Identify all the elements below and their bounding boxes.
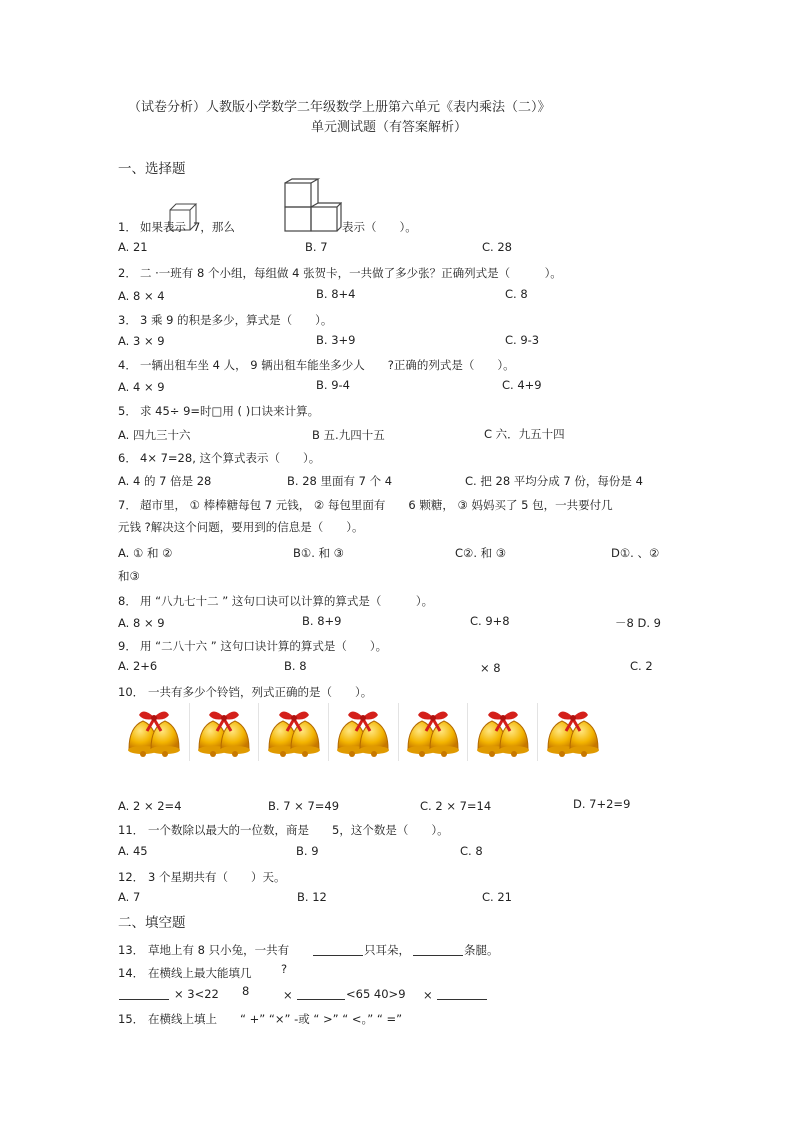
q4-option-c: C. 4+9 bbox=[502, 378, 542, 392]
q7-option-a: A. ① 和 ② bbox=[118, 546, 173, 560]
bells-picture-row bbox=[120, 703, 608, 761]
q12-option-b: B. 12 bbox=[297, 890, 327, 904]
stacked-cubes-icon bbox=[282, 178, 342, 234]
q2-option-a: A. 8 × 4 bbox=[118, 289, 165, 303]
q2-number: 2． bbox=[118, 266, 137, 280]
q4-text: 一辆出租车坐 4 人， 9 辆出租车能坐多少人 ?正确的列式是（ ）。 bbox=[140, 358, 515, 372]
q6-number: 6． bbox=[118, 451, 137, 465]
section-choice-heading: 一、选择题 bbox=[118, 161, 186, 177]
bell-pair-icon bbox=[538, 703, 608, 761]
q5-option-b: B 五.九四十五 bbox=[312, 428, 385, 442]
q8-option-a: A. 8 × 9 bbox=[118, 616, 165, 630]
q7-option-c: C②. 和 ③ bbox=[455, 546, 507, 560]
q9-times-8: × 8 bbox=[480, 661, 501, 675]
q3-option-a: A. 3 × 9 bbox=[118, 334, 165, 348]
q14-blank-2[interactable] bbox=[297, 987, 345, 1000]
q13-ears-blank[interactable] bbox=[313, 943, 363, 956]
q5-text: 求 45÷ 9=时□用 ( )口诀来计算。 bbox=[140, 404, 320, 418]
q3-option-b: B. 3+9 bbox=[316, 333, 356, 347]
q2-option-c: C. 8 bbox=[505, 287, 528, 301]
q10-number: 10． bbox=[118, 685, 145, 699]
q13-text-a: 草地上有 8 只小兔，一共有 bbox=[148, 943, 290, 957]
q1-option-c: C. 28 bbox=[482, 240, 512, 254]
q12-option-c: C. 21 bbox=[482, 890, 512, 904]
q2-option-b: B. 8+4 bbox=[316, 287, 356, 301]
q9-option-b: B. 8 bbox=[284, 659, 307, 673]
q1-option-a: A. 21 bbox=[118, 240, 148, 254]
q12-option-a: A. 7 bbox=[118, 890, 141, 904]
q14-number: 14． bbox=[118, 966, 145, 980]
q14-expr-3: × bbox=[283, 988, 293, 1002]
q13-text-c: 条腿。 bbox=[464, 943, 499, 957]
q13-number: 13． bbox=[118, 943, 145, 957]
q8-number: 8． bbox=[118, 594, 137, 608]
q11-option-b: B. 9 bbox=[296, 844, 319, 858]
q3-option-c: C. 9-3 bbox=[505, 333, 540, 347]
q13-legs-blank[interactable] bbox=[413, 943, 463, 956]
bell-pair-icon bbox=[329, 703, 399, 761]
title-line-2: 单元测试题（有答案解析） bbox=[311, 120, 468, 135]
section-fill-heading: 二、填空题 bbox=[118, 915, 186, 931]
q14-text: 在横线上最大能填几 bbox=[148, 966, 252, 980]
q8-option-c: C. 9+8 bbox=[470, 614, 510, 628]
q9-text: 用 “二八十六 ” 这句口诀计算的算式是（ ）。 bbox=[140, 639, 388, 653]
q15-text: 在横线上填上 “ +” “×” -或 “ >” “ <。” “ =” bbox=[148, 1012, 403, 1026]
q3-number: 3． bbox=[118, 313, 137, 327]
q8-text: 用 “八九七十二 ” 这句口诀可以计算的算式是（ ）。 bbox=[140, 594, 434, 608]
q11-number: 11． bbox=[118, 823, 145, 837]
q5-option-c: C 六．九五十四 bbox=[484, 427, 565, 441]
q12-text: 3 个星期共有（ ）天。 bbox=[148, 870, 286, 884]
q2-text: 二 ·一班有 8 个小组，每组做 4 张贺卡，一共做了多少张？正确列式是（ ）。 bbox=[140, 266, 562, 280]
bell-pair-icon bbox=[120, 703, 190, 761]
q11-option-c: C. 8 bbox=[460, 844, 483, 858]
q14-blank-3[interactable] bbox=[437, 987, 487, 1000]
q13-text-b: 只耳朵， bbox=[364, 943, 410, 957]
q9-option-c: C. 2 bbox=[630, 659, 653, 673]
q7-option-d-continued: 和③ bbox=[118, 569, 140, 583]
q8-option-b: B. 8+9 bbox=[302, 614, 342, 628]
q1-option-b: B. 7 bbox=[305, 240, 328, 254]
q6-option-a: A. 4 的 7 倍是 28 bbox=[118, 474, 212, 488]
q14-expr-1: × 3<22 bbox=[174, 987, 219, 1001]
bell-pair-icon bbox=[399, 703, 469, 761]
q14-question-mark: ? bbox=[281, 962, 288, 976]
q10-option-c: C. 2 × 7=14 bbox=[420, 799, 492, 813]
q9-option-a: A. 2+6 bbox=[118, 659, 158, 673]
q5-option-a: A. 四九三十六 bbox=[118, 428, 191, 442]
q10-option-b: B. 7 × 7=49 bbox=[268, 799, 340, 813]
bell-pair-icon bbox=[190, 703, 260, 761]
q5-number: 5． bbox=[118, 404, 137, 418]
q14-blank-1[interactable] bbox=[119, 987, 169, 1000]
q12-number: 12． bbox=[118, 870, 145, 884]
q10-option-d: D. 7+2=9 bbox=[573, 797, 631, 811]
q14-expr-4: <65 40>9 bbox=[346, 987, 406, 1001]
q11-text: 一个数除以最大的一位数，商是 5，这个数是（ ）。 bbox=[148, 823, 449, 837]
q6-option-b: B. 28 里面有 7 个 4 bbox=[287, 474, 393, 488]
q7-option-b: B①. 和 ③ bbox=[293, 546, 344, 560]
q1-text-b: 7，那么 bbox=[193, 220, 235, 234]
q15-number: 15． bbox=[118, 1012, 145, 1026]
q7-text-line1: 超市里， ① 棒棒糖每包 7 元钱， ② 每包里面有 6 颗糖， ③ 妈妈买了 5 包，一共要付几 bbox=[140, 498, 613, 512]
q11-option-a: A. 45 bbox=[118, 844, 148, 858]
q3-text: 3 乘 9 的积是多少，算式是（ ）。 bbox=[140, 313, 333, 327]
q10-text: 一共有多少个铃铛，列式正确的是（ ）。 bbox=[148, 685, 373, 699]
q10-option-a: A. 2 × 2=4 bbox=[118, 799, 182, 813]
q1-text-a: 如果表示 bbox=[140, 220, 186, 234]
q4-option-a: A. 4 × 9 bbox=[118, 380, 165, 394]
q6-text: 4× 7=28, 这个算式表示（ ）。 bbox=[140, 451, 321, 465]
q6-option-c: C. 把 28 平均分成 7 份，每份是 4 bbox=[465, 474, 643, 488]
q4-option-b: B. 9-4 bbox=[316, 378, 350, 392]
q7-option-d: D①. 、② bbox=[611, 546, 660, 560]
q7-text-line2: 元钱 ?解决这个问题，要用到的信息是（ ）。 bbox=[118, 520, 364, 534]
bell-pair-icon bbox=[468, 703, 538, 761]
q4-number: 4． bbox=[118, 358, 137, 372]
q8-option-d: －8 D. 9 bbox=[615, 616, 661, 630]
q14-expr-2: 8 bbox=[242, 984, 250, 998]
title-line-1: （试卷分析）人教版小学数学二年级数学上册第六单元《表内乘法（二）》 bbox=[128, 100, 551, 115]
q1-text-c: 表示（ ）。 bbox=[342, 220, 417, 234]
q1-number: 1． bbox=[118, 220, 137, 234]
q9-number: 9． bbox=[118, 639, 137, 653]
q14-expr-5: × bbox=[423, 988, 433, 1002]
q7-number: 7． bbox=[118, 498, 137, 512]
bell-pair-icon bbox=[259, 703, 329, 761]
